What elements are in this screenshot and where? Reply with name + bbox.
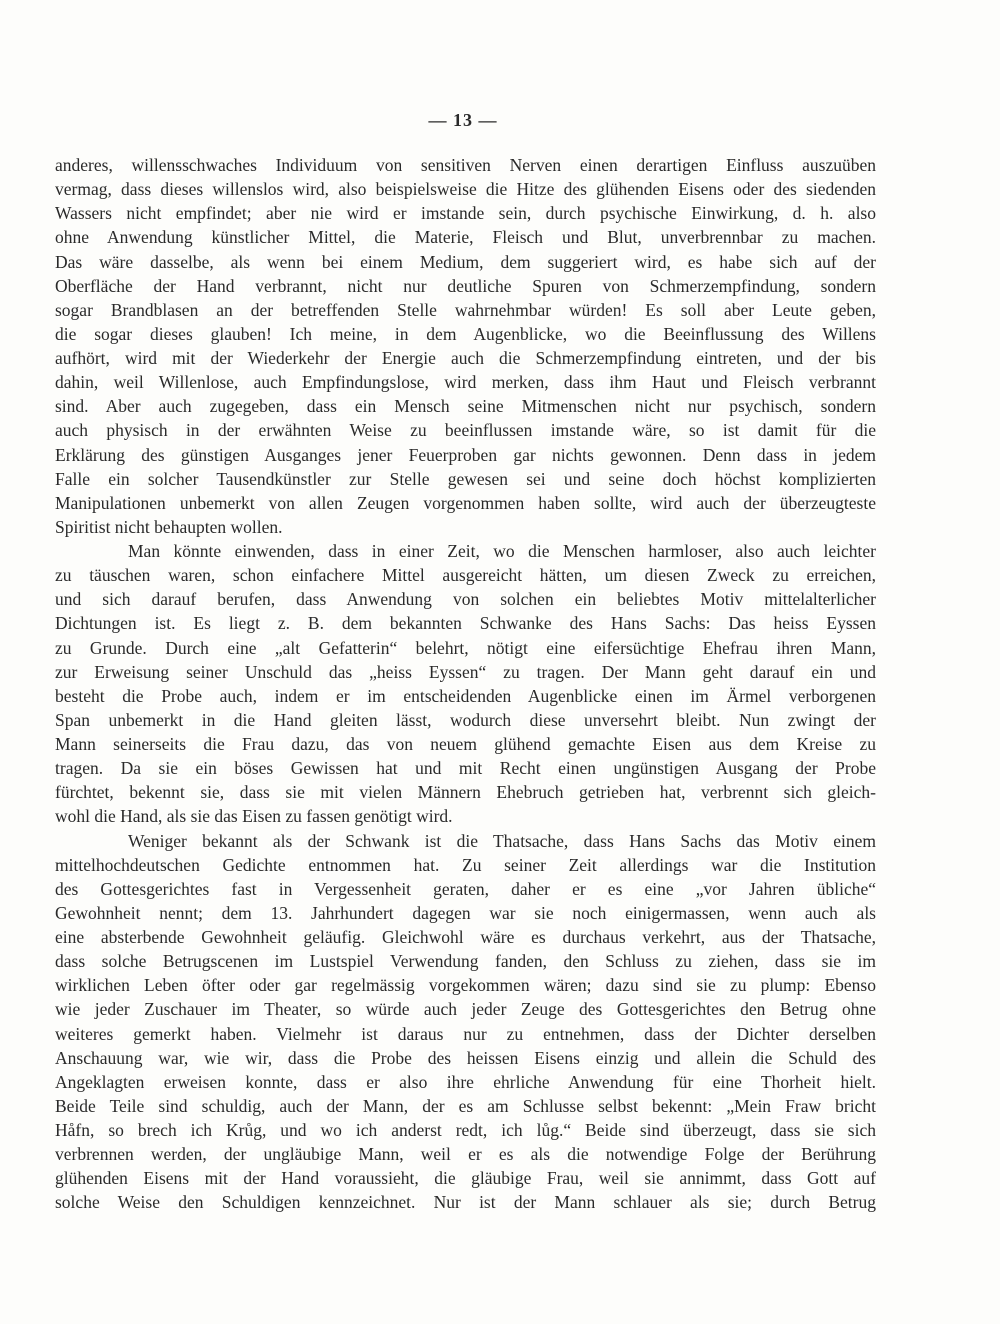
text-line: wirklichen Leben öfter oder gar regelmässig vorgekommen wären; dazu sind sie zu plump: Ebenso (55, 975, 876, 996)
text-line: Weniger bekannt als der Schwank ist die Thatsache, dass Hans Sachs das Motiv einem (128, 830, 876, 851)
text-line: Das wäre dasselbe, als wenn bei einem Medium, dem suggeriert wird, es habe sich auf der (55, 251, 876, 272)
text-line: Falle ein solcher Tausendkünstler zur Stelle gewesen sei und seine doch höchst komplizierten (55, 468, 876, 489)
text-line: aufhört, wird mit der Wiederkehr der Energie auch die Schmerzempfindung eintreten, und der bis (55, 348, 876, 368)
text-line: Angeklagten erweisen konnte, dass er also ihre ehrliche Anwendung für eine Thorheit hielt. (55, 1071, 876, 1092)
text-line: zu täuschen waren, schon einfachere Mittel ausgereicht hätten, um diesen Zweck zu erreichen, (55, 565, 876, 586)
text-line: zur Erweisung seiner Unschuld das „heiss Eyssen“ zu tragen. Der Mann geht darauf ein und (55, 661, 876, 682)
text-line: Spiritist nicht behaupten wollen. (55, 516, 283, 537)
text-line: wie jeder Zuschauer im Theater, so würde auch jeder Zeuge des Gottesgerichtes den Betrug ohne (55, 999, 876, 1020)
text-line: dass solche Betrugscenen im Lustspiel Verwendung fanden, den Schluss zu ziehen, dass sie im (55, 951, 876, 972)
text-line: Gewohnheit nennt; dem 13. Jahrhundert dagegen war sie noch einigermassen, wenn auch als (55, 902, 876, 923)
paragraph (55, 829, 876, 1215)
text-line: Wassers nicht empfindet; aber nie wird er imstande sein, durch psychische Einwirkung, d. h. also (55, 203, 876, 224)
text-line: eine absterbende Gewohnheit geläufig. Gleichwohl wäre es durchaus verkehrt, aus der Thatsache, (55, 927, 876, 947)
text-line: verbrennen werden, der ungläubige Mann, weil er es als die notwendige Folge der Berührung (55, 1144, 876, 1165)
text-line: auch physisch in der erwähnten Weise zu beeinflussen imstande wäre, so ist damit für die (55, 420, 876, 441)
text-line: sind. Aber auch zugegeben, dass ein Mensch seine Mitmenschen nicht nur psychisch, sondern (55, 396, 876, 417)
text-line: fürchtet, bekennt sie, dass sie mit vielen Männern Ehebruch getrieben hat, verbrennt sich gleich- (55, 782, 876, 803)
text-line: Oberfläche der Hand verbrannt, nicht nur deutliche Spuren von Schmerzempfindung, sondern (55, 275, 876, 296)
text-line: Anschauung war, wie wir, dass die Probe des heissen Eisens einzig und allein die Schuld des (55, 1047, 876, 1068)
text-line: weiteres gemerkt haben. Vielmehr ist daraus nur zu entnehmen, dass der Dichter derselben (55, 1023, 876, 1044)
text-line: Håfn, so brech ich Krůg, und wo ich anderst redt, ich lůg.“ Beide sind überzeugt, dass sie sich (55, 1120, 876, 1140)
paragraph (55, 539, 876, 829)
text-line: ohne Anwendung künstlicher Mittel, die Materie, Fleisch und Blut, unverbrennbar zu machen. (55, 227, 876, 248)
text-line: tragen. Da sie ein böses Gewissen hat und mit Recht einen ungünstigen Ausgang der Probe (55, 758, 876, 779)
text-line: Beide Teile sind schuldig, auch der Mann, der es am Schlusse selbst bekennt: „Mein Fraw bricht (55, 1095, 876, 1116)
text-line: Mann seinerseits die Frau dazu, das von neuem glühend gemachte Eisen aus dem Kreise zu (55, 734, 876, 754)
text-line: anderes, willensschwaches Individuum von sensitiven Nerven einen derartigen Einfluss auszuüben (55, 155, 876, 175)
text-line: die sogar dieses glauben! Ich meine, in dem Augenblicke, wo die Beeinflussung des Willens (55, 323, 876, 344)
page-number: — 13 — (428, 110, 498, 130)
text-line: Manipulationen unbemerkt von allen Zeugen vorgenommen haben sollte, wird auch der überzeugteste (55, 492, 876, 513)
text-line: Dichtungen ist. Es liegt z. B. dem bekannten Schwanke des Hans Sachs: Das heiss Eyssen (55, 613, 876, 634)
text-line: besteht die Probe auch, indem er im entscheidenden Augenblicke einen im Ärmel verborgenen (55, 685, 876, 706)
text-line: dahin, weil Willenlose, auch Empfindungslose, wird merken, dass ihm Haut und Fleisch verbrannt (55, 372, 876, 393)
text-line: Man könnte einwenden, dass in einer Zeit, wo die Menschen harmloser, also auch leichter (128, 541, 876, 561)
text-line: Erklärung des günstigen Ausganges jener Feuerproben gar nichts gewonnen. Denn dass in jedem (55, 444, 876, 465)
paragraph (55, 153, 876, 539)
text-line: wohl die Hand, als sie das Eisen zu fassen genötigt wird. (55, 806, 453, 827)
text-line: vermag, dass dieses willenslos wird, also beispielsweise die Hitze des glühenden Eisens oder des siedenden (55, 179, 876, 200)
text-line: zu Grunde. Durch eine „alt Gefatterin“ belehrt, nötigt eine eifersüchtige Ehefrau ihren Mann, (55, 637, 876, 658)
text-line: des Gottesgerichtes fast in Vergessenheit geraten, daher er es eine „vor Jahren übliche“ (55, 878, 876, 899)
text-line: glühenden Eisens mit der Hand voraussieht, die gläubige Frau, weil sie annimmt, dass Gott auf (55, 1168, 876, 1189)
text-line: und sich darauf berufen, dass Anwendung von solchen ein beliebtes Motiv mittelalterlicher (55, 589, 876, 610)
text-line: Span unbemerkt in die Hand gleiten lässt, wodurch diese unversehrt bleibt. Nun zwingt der (55, 709, 876, 730)
text-line: sogar Brandblasen an der betreffenden Stelle wahrnehmbar würden! Es soll aber Leute geben, (55, 299, 876, 320)
body-text (55, 153, 876, 1215)
text-line: mittelhochdeutschen Gedichte entnommen hat. Zu seiner Zeit allerdings war die Institution (55, 854, 876, 875)
text-line: solche Weise den Schuldigen kennzeichnet. Nur ist der Mann schlauer als sie; durch Betrug (55, 1192, 876, 1213)
